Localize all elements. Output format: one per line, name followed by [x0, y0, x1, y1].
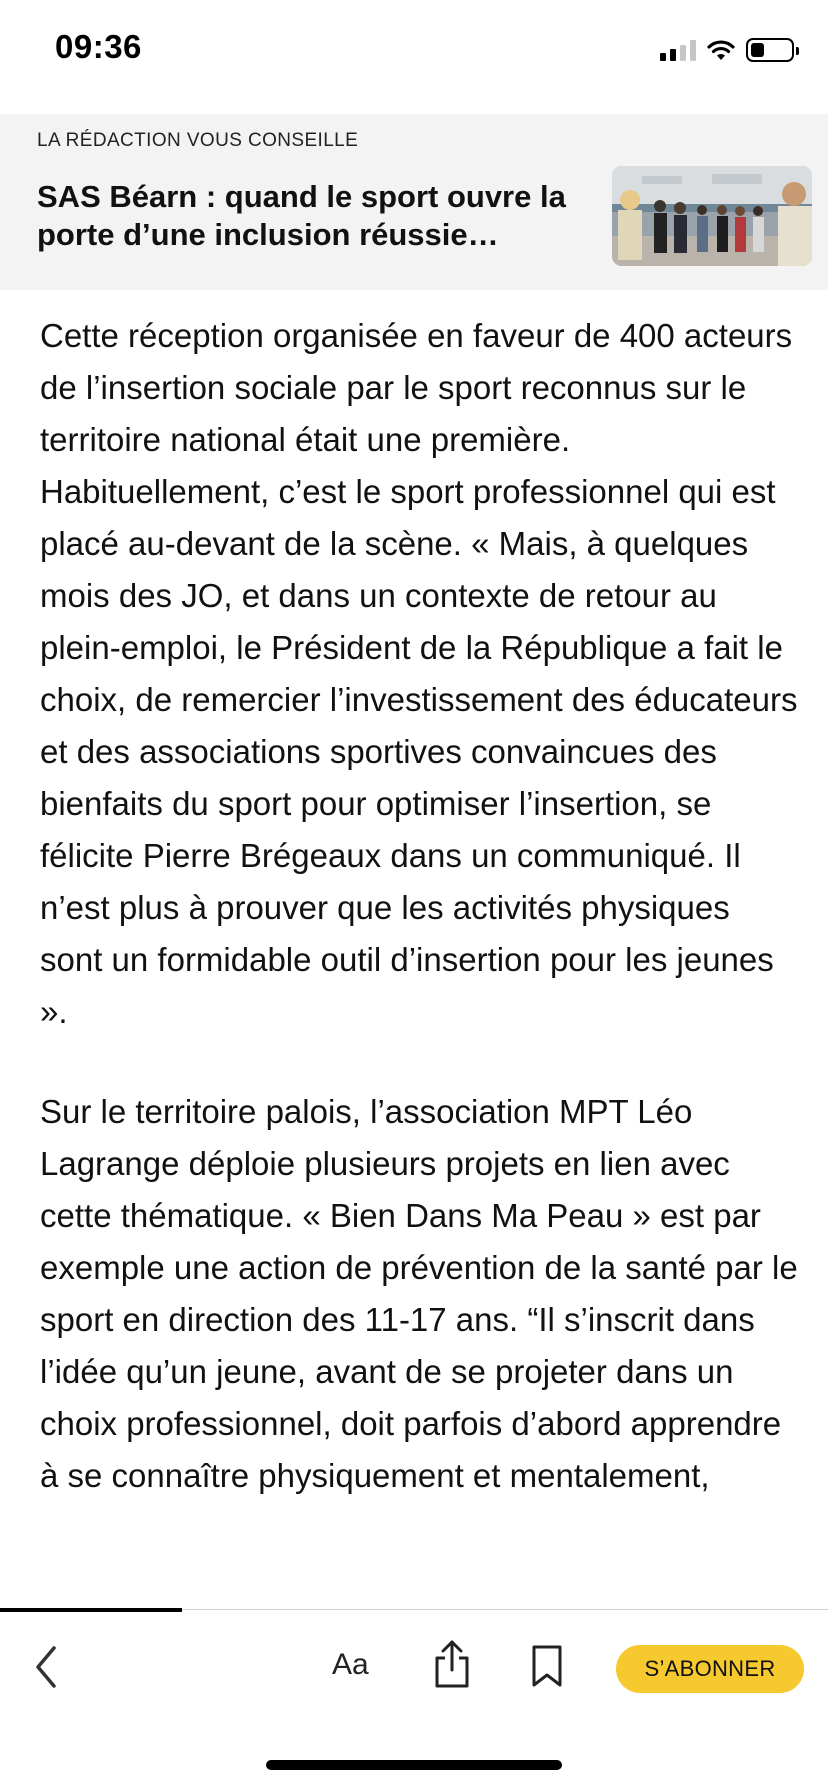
- status-icons: [660, 36, 794, 64]
- recommended-article-title[interactable]: SAS Béarn : quand le sport ouvre la porte d’une inclusion réussie…: [37, 179, 566, 252]
- cellular-signal-icon: [660, 39, 696, 61]
- article-paragraph: Sur le territoire palois, l’association MPT Léo Lagrange déploie plusieurs projets en lien avec cette thématique. « Bien Dans Ma Peau » est par exemple une action de prévention de la santé par le sport en direction des 11-17 ans. “Il s’inscrit dans l’idée qu’un jeune, avant de se projeter dans un choix professionnel, doit parfois d’abord apprendre à se connaître physiquement et mentalement,: [40, 1093, 798, 1494]
- status-time: 09:36: [55, 28, 142, 65]
- article-paragraph: Cette réception organisée en faveur de 400 acteurs de l’insertion sociale par le sport reconnus sur le territoire national était une première. Habituellement, c’est le sport professionnel qui est placé au-devant de la scène. « Mais, à quelques mois des JO, et dans un contexte de retour au plein-emploi, le Président de la République a fait le choix, de remercier l’investissement des éducateurs et des associations sportives convaincues des bienfaits du sport pour optimiser l’insertion, se félicite Pierre Brégeaux dans un communiqué. Il n’est plus à prouver que les activités physiques sont un formidable outil d’insertion pour les jeunes ».: [40, 317, 798, 1030]
- recommended-article-banner[interactable]: [0, 114, 828, 290]
- recommendation-kicker: LA RÉDACTION VOUS CONSEILLE: [37, 130, 359, 151]
- wifi-icon: [706, 38, 736, 62]
- battery-icon: [746, 38, 794, 62]
- article-body: [40, 310, 800, 1610]
- bottom-toolbar: [0, 1612, 828, 1722]
- subscribe-button[interactable]: S’ABONNER: [616, 1645, 804, 1693]
- home-indicator: [266, 1760, 562, 1770]
- article-photo-thumbnail[interactable]: [612, 166, 812, 266]
- battery-level: [751, 43, 764, 57]
- chevron-left-icon[interactable]: [28, 1642, 68, 1692]
- share-icon[interactable]: [432, 1638, 472, 1690]
- font-size-button[interactable]: Aa: [332, 1648, 369, 1681]
- photo-illustration: [612, 166, 812, 266]
- bookmark-icon[interactable]: [529, 1643, 565, 1689]
- status-bar: [0, 0, 828, 104]
